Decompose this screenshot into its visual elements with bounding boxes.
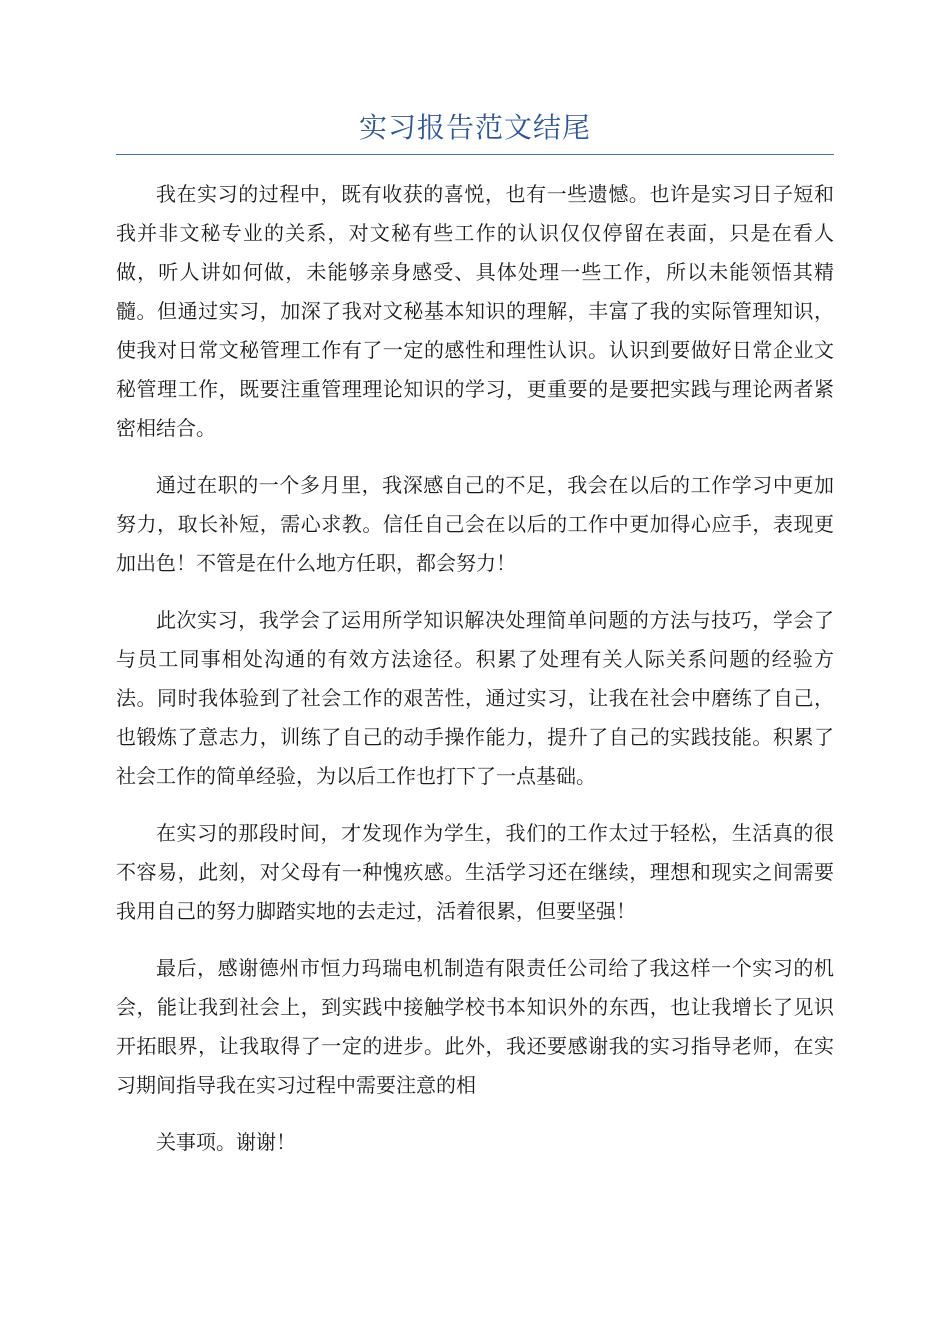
paragraph-4: 在实习的那段时间，才发现作为学生，我们的工作太过于轻松，生活真的很不容易，此刻，对父母有一种愧疚感。生活学习还在继续，理想和现实之间需要我用自己的努力脚踏实地的去走过，活着很累，但要坚强！: [116, 821, 834, 923]
paragraph-1: 我在实习的过程中，既有收获的喜悦，也有一些遗憾。也许是实习日子短和我并非文秘专业的关系，对文秘有些工作的认识仅仅停留在表面，只是在看人做，听人讲如何做，未能够亲身感受、具体处理一些工作，所以未能领悟其精髓。但通过实习，加深了我对文秘基本知识的理解，丰富了我的实际管理知识，使我对日常文秘管理工作有了一定的感性和理性认识。认识到要做好日常企业文秘管理工作，既要注重管理理论知识的学习，更重要的是要把实践与理论两者紧密相结合。: [116, 182, 834, 440]
paragraph-3: 此次实习，我学会了运用所学知识解决处理简单问题的方法与技巧，学会了与员工同事相处沟通的有效方法途径。积累了处理有关人际关系问题的经验方法。同时我体验到了社会工作的艰苦性，通过实习，让我在社会中磨练了自己，也锻炼了意志力，训练了自己的动手操作能力，提升了自己的实践技能。积累了社会工作的简单经验，为以后工作也打下了一点基础。: [116, 608, 834, 788]
paragraph-6: 关事项。谢谢！: [156, 1130, 296, 1154]
page-title: 实习报告范文结尾: [358, 111, 591, 144]
paragraph-5: 最后，感谢德州市恒力玛瑞电机制造有限责任公司给了我这样一个实习的机会，能让我到社会上，到实践中接触学校书本知识外的东西，也让我增长了见识开拓眼界，让我取得了一定的进步。此外，我还要感谢我的实习指导老师，在实习期间指导我在实习过程中需要注意的相: [116, 956, 834, 1097]
title-underline: [116, 154, 834, 155]
paragraph-2: 通过在职的一个多月里，我深感自己的不足，我会在以后的工作学习中更加努力，取长补短，需心求教。信任自己会在以后的工作中更加得心应手，表现更加出色！不管是在什么地方任职，都会努力！: [116, 473, 834, 575]
document-page: [116, 108, 834, 1180]
